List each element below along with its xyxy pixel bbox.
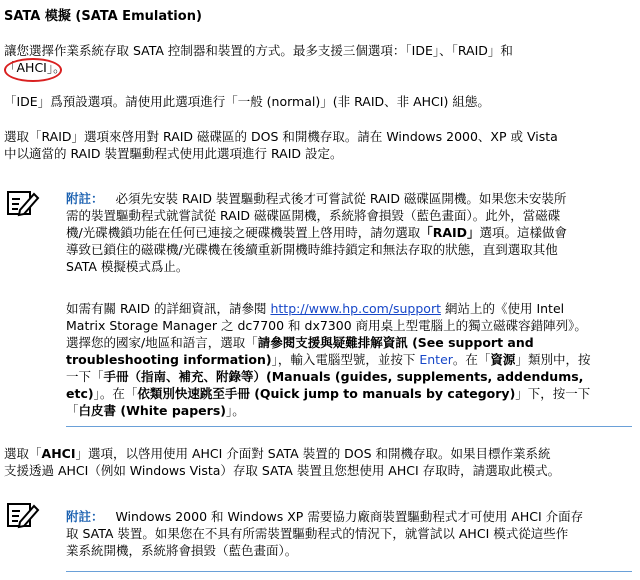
note-line: 必須先安裝 RAID 裝置驅動程式後才可嘗試從 RAID 磁碟區開機。如果您未安裝所	[115, 191, 567, 206]
note-line: SATA 模擬模式爲止。	[66, 259, 189, 274]
raid-option-term: 「RAID」	[420, 225, 480, 240]
ide-paragraph: 「IDE」爲預設選項。請使用此選項進行「一般 (normal)」(非 RAID、非 AHCI) 組態。	[4, 94, 490, 109]
support-option-term: 請參閱支援與疑難排解資訊 (See support and	[257, 335, 534, 350]
note-line: 取 SATA 裝置。如果您在不具有所需裝置驅動程式的情況下，就嘗試以 AHCI 模式從這些作	[66, 526, 569, 541]
note-line: 導致已鎖住的磁碟機/光碟機在後續重新開機時維持鎖定和無法存取的狀態，直到選取其他	[66, 242, 558, 257]
raid-line-1: 選取「RAID」選項來啓用對 RAID 磁碟區的 DOS 和開機存取。請在 Windows 2000、XP 或 Vista	[4, 129, 558, 144]
note-raid-warning	[66, 190, 632, 275]
note-label: 附註：	[66, 191, 104, 206]
manuals-term: 手冊（指南、補充、附錄等）(Manuals (guides, supplements, addendums,	[103, 369, 584, 384]
manuals-term: etc)	[66, 386, 94, 401]
note-pencil-icon	[6, 500, 40, 530]
raid-paragraph	[4, 128, 629, 162]
highlight-circle-annotation	[4, 58, 62, 82]
note-divider	[66, 571, 632, 572]
note-line: 選項。這樣做會	[479, 225, 568, 240]
hp-support-link[interactable]: http://www.hp.com/support	[270, 301, 441, 316]
info-text: 。在「	[452, 352, 491, 367]
white-papers-term: 白皮書 (White papers)	[78, 403, 226, 418]
info-text: 「	[66, 403, 79, 418]
info-text: 」。	[225, 403, 245, 418]
info-text: 」下，按一下	[515, 386, 591, 401]
note-line: 需的裝置驅動程式就嘗試從 RAID 磁碟區開機，系統將會損毀（藍色畫面）。此外，當磁碟	[66, 208, 561, 223]
info-text: Matrix Storage Manager 之 dc7700 和 dx7300 商用桌上型電腦上的獨立磁碟容錯陣列》。	[66, 318, 587, 333]
note-ahci-warning	[66, 508, 632, 559]
note-label: 附註：	[66, 509, 104, 524]
info-text: 一下「	[66, 369, 104, 384]
info-text: 選擇您的國家/地區和語言，選取「	[66, 335, 258, 350]
support-option-term: troubleshooting information)	[66, 352, 272, 367]
intro-line-1: 讓您選擇作業系統存取 SATA 控制器和裝置的方式。最多支援三個選項：「IDE」、「RAID」和	[4, 43, 513, 58]
info-text: 如需有關 RAID 的詳細資訊，請參閱	[66, 301, 271, 316]
ahci-text: 選取「	[4, 446, 42, 461]
raid-line-2: 中以適當的 RAID 裝置驅動程式使用此選項進行 RAID 設定。	[4, 146, 343, 161]
enter-key-term: Enter	[419, 352, 453, 367]
intro-paragraph	[4, 42, 629, 76]
info-text: 」。在「	[93, 386, 138, 401]
resources-term: 資源	[490, 352, 516, 367]
ahci-option-term: AHCI	[41, 446, 76, 461]
info-text: 」類別中，按	[515, 352, 591, 367]
ahci-paragraph	[4, 445, 629, 479]
note-line: 機/光碟機鎖功能在任何已連接之硬碟機裝置上啓用時，請勿選取	[66, 225, 421, 240]
intro-line-2: 「AHCI」。	[4, 60, 66, 75]
info-text: 」，輸入電腦型號，並按下	[271, 352, 420, 367]
quick-jump-term: 依類別快速跳至手冊 (Quick jump to manuals by category)	[137, 386, 516, 401]
note-divider	[66, 426, 632, 427]
note-line: 業系統開機，系統將會損毀（藍色畫面）。	[66, 543, 298, 558]
ahci-text: 支援透過 AHCI（例如 Windows Vista）存取 SATA 裝置且您想使用 AHCI 存取時，請選取此模式。	[4, 463, 561, 478]
note-line: Windows 2000 和 Windows XP 需要協力廠商裝置驅動程式才可使用 AHCI 介面存	[115, 509, 584, 524]
note-raid-more-info	[66, 300, 632, 419]
note-pencil-icon	[6, 188, 40, 218]
ahci-text: 」選項，以啓用使用 AHCI 介面對 SATA 裝置的 DOS 和開機存取。如果目標作業系統	[75, 446, 551, 461]
section-title: SATA 模擬 (SATA Emulation)	[4, 9, 202, 24]
info-text: 網站上的《使用 Intel	[441, 301, 565, 316]
